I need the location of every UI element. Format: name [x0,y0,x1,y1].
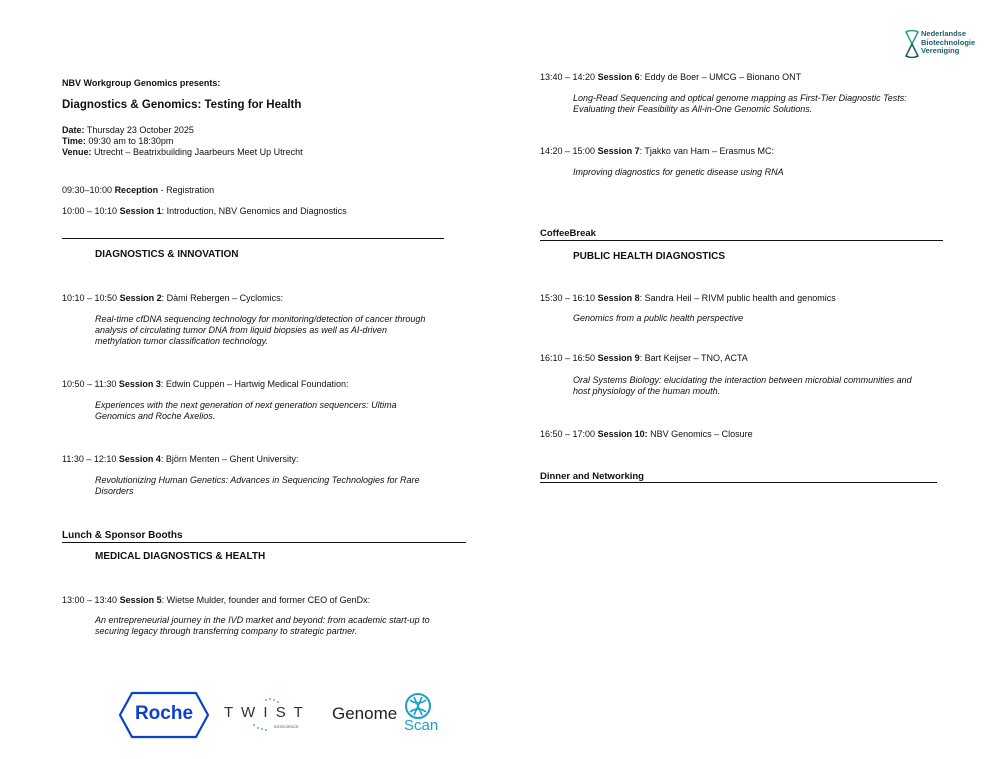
session9-desc-line: Oral Systems Biology: elucidating the interaction between microbial communities and [573,375,912,385]
time-line [62,136,173,147]
venue-line [62,147,303,158]
session2-desc-line: analysis of circulating tumor DNA from liquid biopsies as well as AI-driven [95,325,387,335]
session4-label: Session 4 [118,454,161,464]
lunch-heading: Lunch & Sponsor Booths [62,530,183,541]
session4-desc [95,475,420,497]
date-label: Date: [62,125,85,135]
divider [540,240,943,241]
twist-wordmark: T W I S T [224,704,305,721]
session9-label: Session 9 [597,353,640,363]
reception-time: 09:30–10:00 [62,185,115,195]
session10-time: 16:50 – 17:00 [540,429,598,439]
dinner-heading: Dinner and Networking [540,471,644,482]
reception-line [62,185,214,196]
nbv-logo-text [921,30,975,56]
session3-desc-line: Experiences with the next generation of next generation sequencers: Ultima [95,400,397,410]
session3-desc [95,400,397,422]
nbv-logo-line1: Nederlandse [921,29,967,38]
session9-desc [573,375,912,397]
venue-label: Venue: [62,147,92,157]
session1-label: Session 1 [119,206,162,216]
coffee-heading: CoffeeBreak [540,228,596,239]
session10-line [540,429,753,440]
session3-label: Session 3 [118,379,161,389]
twist-logo [224,697,314,737]
session4-desc-line: Disorders [95,486,134,496]
session2-label: Session 2 [119,293,162,303]
session8-desc [573,313,743,324]
session1-line [62,206,347,217]
session6-desc [573,93,907,115]
session7-time: 14:20 – 15:00 [540,146,598,156]
session5-label: Session 5 [119,595,162,605]
session3-line [62,379,349,390]
session6-desc-line: Long-Read Sequencing and optical genome mapping as First-Tier Diagnostic Tests: [573,93,907,103]
reception-label: Reception [114,185,159,195]
session2-desc-line: Real-time cfDNA sequencing technology for monitoring/detection of cancer through [95,314,426,324]
twist-dots-icon [244,697,294,733]
session2-desc-line: methylation tumor classification technology. [95,336,268,346]
session1-time: 10:00 – 10:10 [62,206,120,216]
venue-value: Utrecht – Beatrixbuilding Jaarbeurs Meet Up Utrecht [91,147,303,157]
dna-globe-icon [404,692,432,720]
session8-label: Session 8 [597,293,640,303]
session7-rest: : Tjakko van Ham – Erasmus MC: [639,146,774,156]
hourglass-icon [905,30,919,58]
presents-line: NBV Workgroup Genomics presents: [62,78,221,88]
date-value: Thursday 23 October 2025 [84,125,194,135]
nbv-logo-line3: Vereniging [921,46,960,55]
session6-desc-line: Evaluating their Feasibility as All-in-One Genomic Solutions. [573,104,813,114]
nbv-logo [905,30,990,60]
session6-time: 13:40 – 14:20 [540,72,598,82]
session5-desc [95,615,430,637]
session4-line [62,454,298,465]
session6-rest: : Eddy de Boer – UMCG – Bionano ONT [639,72,802,82]
session2-time: 10:10 – 10:50 [62,293,120,303]
session9-line [540,353,748,364]
session2-rest: : Dàmi Rebergen – Cyclomics: [161,293,284,303]
session10-label: Session 10: [597,429,648,439]
session5-desc-line: An entrepreneurial journey in the IVD market and beyond: from academic start-up to [95,615,430,625]
section-header-innovation: DIAGNOSTICS & INNOVATION [95,249,239,260]
session5-line [62,595,370,606]
session9-time: 16:10 – 16:50 [540,353,598,363]
session4-rest: : Björn Menten – Ghent University: [160,454,299,464]
time-label: Time: [62,136,86,146]
session3-time: 10:50 – 11:30 [62,379,119,389]
session1-rest: : Introduction, NBV Genomics and Diagnostics [161,206,347,216]
genomescan-wordmark: Genome [332,704,398,723]
session7-desc-line: Improving diagnostics for genetic disease using RNA [573,167,784,177]
session6-line [540,72,801,83]
divider [540,482,937,483]
session3-desc-line: Genomics and Roche Axelios. [95,411,216,421]
session2-line [62,293,283,304]
session5-time: 13:00 – 13:40 [62,595,120,605]
time-value: 09:30 am to 18:30pm [85,136,174,146]
session8-rest: : Sandra Heil – RIVM public health and genomics [639,293,836,303]
section-header-medical: MEDICAL DIAGNOSTICS & HEALTH [95,551,266,562]
divider [62,542,466,543]
genomescan-scan: Scan [404,717,439,734]
session7-line [540,146,774,157]
session8-time: 15:30 – 16:10 [540,293,598,303]
session9-desc-line: host physiology of the human mouth. [573,386,721,396]
session3-rest: : Edwin Cuppen – Hartwig Medical Foundation: [160,379,349,389]
session7-desc [573,167,784,178]
session4-time: 11:30 – 12:10 [62,454,119,464]
reception-rest: - Registration [158,185,215,195]
session9-rest: : Bart Keijser – TNO, ACTA [639,353,748,363]
genomescan-logo [332,692,442,737]
twist-subtitle: BIOSCIENCE [274,724,299,729]
session2-desc [95,314,425,347]
event-title: Diagnostics & Genomics: Testing for Health [62,99,302,111]
session4-desc-line: Revolutionizing Human Genetics: Advances in Sequencing Technologies for Rare [95,475,420,485]
date-line [62,125,194,136]
divider [62,238,444,239]
roche-wordmark: Roche [134,703,194,724]
section-header-public: PUBLIC HEALTH DIAGNOSTICS [573,251,726,262]
session7-label: Session 7 [597,146,640,156]
session5-desc-line: securing legacy through transferring company to strategic partner. [95,626,358,636]
roche-logo [118,690,210,740]
session5-rest: : Wietse Mulder, founder and former CEO of GenDx: [161,595,371,605]
session6-label: Session 6 [597,72,640,82]
session10-rest: NBV Genomics – Closure [647,429,753,439]
session8-line [540,293,836,304]
nbv-logo-line2: Biotechnologie [921,37,976,47]
session8-desc-line: Genomics from a public health perspective [573,313,744,323]
